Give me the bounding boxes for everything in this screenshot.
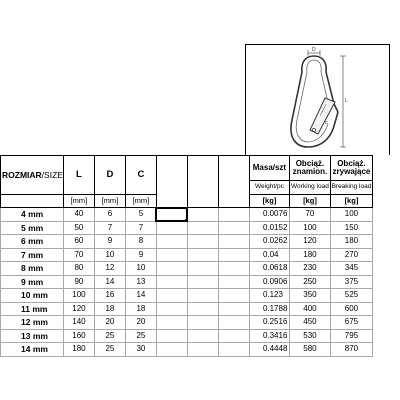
table-row <box>1 235 373 249</box>
size-cell[interactable]: 7 mm <box>1 248 64 262</box>
working-load-subheader: Working load <box>289 181 330 195</box>
breaking-load-cell[interactable]: 375 <box>330 275 372 289</box>
empty-cell[interactable] <box>156 221 187 235</box>
empty-cell[interactable] <box>218 262 249 276</box>
l-cell[interactable]: 140 <box>63 316 94 330</box>
col-c-header: C <box>125 156 156 195</box>
breaking-load-cell[interactable]: 150 <box>330 221 372 235</box>
working-load-cell[interactable]: 530 <box>289 329 330 343</box>
size-cell[interactable]: 10 mm <box>1 289 64 303</box>
l-cell[interactable]: 40 <box>63 208 94 222</box>
empty-cell[interactable] <box>156 235 187 249</box>
l-cell[interactable]: 60 <box>63 235 94 249</box>
c-cell[interactable]: 10 <box>125 262 156 276</box>
carabiner-diagram <box>278 46 350 151</box>
weight-cell[interactable]: 0.1788 <box>249 302 289 316</box>
weight-cell[interactable]: 0.04 <box>249 248 289 262</box>
working-load-cell[interactable]: 230 <box>289 262 330 276</box>
frame-line-left <box>245 44 246 155</box>
col-d-unit: [mm] <box>94 194 125 208</box>
frame-line-top <box>245 44 390 45</box>
weight-subheader: Weight/pc <box>249 181 289 195</box>
empty-cell[interactable] <box>156 343 187 357</box>
c-cell[interactable]: 8 <box>125 235 156 249</box>
weight-cell[interactable]: 0.4448 <box>249 343 289 357</box>
empty-header-cell <box>187 156 218 208</box>
table-row <box>1 302 373 316</box>
weight-cell[interactable]: 0.0152 <box>249 221 289 235</box>
breaking-load-cell[interactable]: 525 <box>330 289 372 303</box>
table-row <box>1 275 373 289</box>
dim-l-label: L <box>345 98 348 104</box>
dim-d-label: D <box>312 47 316 53</box>
empty-cell[interactable] <box>218 221 249 235</box>
breaking-load-cell[interactable]: 675 <box>330 316 372 330</box>
col-d-header: D <box>94 156 125 195</box>
weight-unit: [kg] <box>249 194 289 208</box>
empty-cell[interactable] <box>218 275 249 289</box>
d-cell[interactable]: 18 <box>94 302 125 316</box>
c-cell[interactable]: 13 <box>125 275 156 289</box>
empty-cell[interactable] <box>156 289 187 303</box>
empty-cell[interactable] <box>187 329 218 343</box>
weight-cell[interactable]: 0.2516 <box>249 316 289 330</box>
selected-cell[interactable] <box>156 208 187 222</box>
size-cell[interactable]: 5 mm <box>1 221 64 235</box>
empty-header-cell <box>218 156 249 208</box>
empty-cell[interactable] <box>156 248 187 262</box>
table-row <box>1 248 373 262</box>
working-load-cell[interactable]: 120 <box>289 235 330 249</box>
dim-c-label: C <box>325 120 329 125</box>
empty-cell[interactable] <box>156 302 187 316</box>
empty-cell[interactable] <box>218 316 249 330</box>
l-cell[interactable]: 180 <box>63 343 94 357</box>
col-l-unit: [mm] <box>63 194 94 208</box>
c-cell[interactable]: 9 <box>125 248 156 262</box>
empty-cell[interactable] <box>187 208 218 222</box>
size-cell[interactable]: 6 mm <box>1 235 64 249</box>
l-cell[interactable]: 80 <box>63 262 94 276</box>
l-cell[interactable]: 70 <box>63 248 94 262</box>
breaking-load-cell[interactable]: 270 <box>330 248 372 262</box>
weight-header: Masa/szt <box>249 156 289 181</box>
d-cell[interactable]: 6 <box>94 208 125 222</box>
working-load-cell[interactable]: 450 <box>289 316 330 330</box>
empty-cell[interactable] <box>187 262 218 276</box>
empty-cell[interactable] <box>156 262 187 276</box>
c-cell[interactable]: 25 <box>125 329 156 343</box>
empty-cell[interactable] <box>187 235 218 249</box>
weight-cell[interactable]: 0.0262 <box>249 235 289 249</box>
breaking-load-cell[interactable]: 100 <box>330 208 372 222</box>
d-cell[interactable]: 10 <box>94 248 125 262</box>
empty-cell[interactable] <box>218 343 249 357</box>
weight-cell[interactable]: 0.123 <box>249 289 289 303</box>
frame-line-right <box>389 44 390 155</box>
c-cell[interactable]: 7 <box>125 221 156 235</box>
col-l-header: L <box>63 156 94 195</box>
size-table <box>0 155 373 357</box>
empty-cell[interactable] <box>187 248 218 262</box>
c-cell[interactable]: 18 <box>125 302 156 316</box>
empty-cell[interactable] <box>218 235 249 249</box>
table-row <box>1 262 373 276</box>
empty-cell[interactable] <box>156 275 187 289</box>
d-cell[interactable]: 20 <box>94 316 125 330</box>
d-cell[interactable]: 25 <box>94 343 125 357</box>
empty-cell[interactable] <box>187 343 218 357</box>
breaking-load-subheader: Breaking load <box>330 181 372 195</box>
l-cell[interactable]: 160 <box>63 329 94 343</box>
empty-cell[interactable] <box>187 289 218 303</box>
d-cell[interactable]: 14 <box>94 275 125 289</box>
size-unit-cell <box>1 194 64 208</box>
table-row <box>1 343 373 357</box>
empty-cell[interactable] <box>187 316 218 330</box>
empty-cell[interactable] <box>218 248 249 262</box>
table-row <box>1 316 373 330</box>
working-load-cell[interactable]: 180 <box>289 248 330 262</box>
l-cell[interactable]: 120 <box>63 302 94 316</box>
size-cell[interactable]: 12 mm <box>1 316 64 330</box>
l-cell[interactable]: 100 <box>63 289 94 303</box>
empty-cell[interactable] <box>156 316 187 330</box>
d-cell[interactable]: 9 <box>94 235 125 249</box>
weight-cell[interactable]: 0.0618 <box>249 262 289 276</box>
size-cell[interactable]: 9 mm <box>1 275 64 289</box>
d-cell[interactable]: 12 <box>94 262 125 276</box>
d-cell[interactable]: 25 <box>94 329 125 343</box>
size-cell[interactable]: 13 mm <box>1 329 64 343</box>
weight-cell[interactable]: 0.0076 <box>249 208 289 222</box>
table-row <box>1 289 373 303</box>
working-load-cell[interactable]: 400 <box>289 302 330 316</box>
breaking-load-cell[interactable]: 795 <box>330 329 372 343</box>
weight-cell[interactable]: 0.3416 <box>249 329 289 343</box>
empty-header-cell <box>156 156 187 208</box>
breaking-load-cell[interactable]: 180 <box>330 235 372 249</box>
empty-cell[interactable] <box>187 302 218 316</box>
table-row <box>1 221 373 235</box>
fill-handle[interactable] <box>185 219 188 222</box>
d-cell[interactable]: 16 <box>94 289 125 303</box>
size-cell[interactable]: 8 mm <box>1 262 64 276</box>
breaking-load-cell[interactable]: 870 <box>330 343 372 357</box>
empty-cell[interactable] <box>218 289 249 303</box>
empty-cell[interactable] <box>218 302 249 316</box>
working-load-cell[interactable]: 250 <box>289 275 330 289</box>
breaking-load-unit: [kg] <box>330 194 372 208</box>
d-cell[interactable]: 7 <box>94 221 125 235</box>
carabiner-drawing <box>278 46 350 151</box>
empty-cell[interactable] <box>218 329 249 343</box>
size-cell[interactable]: 14 mm <box>1 343 64 357</box>
l-cell[interactable]: 50 <box>63 221 94 235</box>
breaking-load-header: Obciąż. zrywające <box>330 156 372 181</box>
empty-cell[interactable] <box>218 208 249 222</box>
empty-cell[interactable] <box>187 275 218 289</box>
empty-cell[interactable] <box>187 221 218 235</box>
size-cell[interactable]: 11 mm <box>1 302 64 316</box>
c-cell[interactable]: 20 <box>125 316 156 330</box>
size-cell[interactable]: 4 mm <box>1 208 64 222</box>
working-load-cell[interactable]: 70 <box>289 208 330 222</box>
l-cell[interactable]: 90 <box>63 275 94 289</box>
size-header: ROZMIAR/SIZE <box>1 156 64 195</box>
working-load-header: Obciąż. znamion. <box>289 156 330 181</box>
working-load-cell[interactable]: 100 <box>289 221 330 235</box>
table-row <box>1 329 373 343</box>
working-load-cell[interactable]: 350 <box>289 289 330 303</box>
c-cell[interactable]: 14 <box>125 289 156 303</box>
c-cell[interactable]: 30 <box>125 343 156 357</box>
working-load-cell[interactable]: 580 <box>289 343 330 357</box>
header-row-1 <box>1 156 373 181</box>
working-load-unit: [kg] <box>289 194 330 208</box>
c-cell[interactable]: 5 <box>125 208 156 222</box>
breaking-load-cell[interactable]: 600 <box>330 302 372 316</box>
empty-cell[interactable] <box>156 329 187 343</box>
breaking-load-cell[interactable]: 345 <box>330 262 372 276</box>
weight-cell[interactable]: 0.0906 <box>249 275 289 289</box>
col-c-unit: [mm] <box>125 194 156 208</box>
